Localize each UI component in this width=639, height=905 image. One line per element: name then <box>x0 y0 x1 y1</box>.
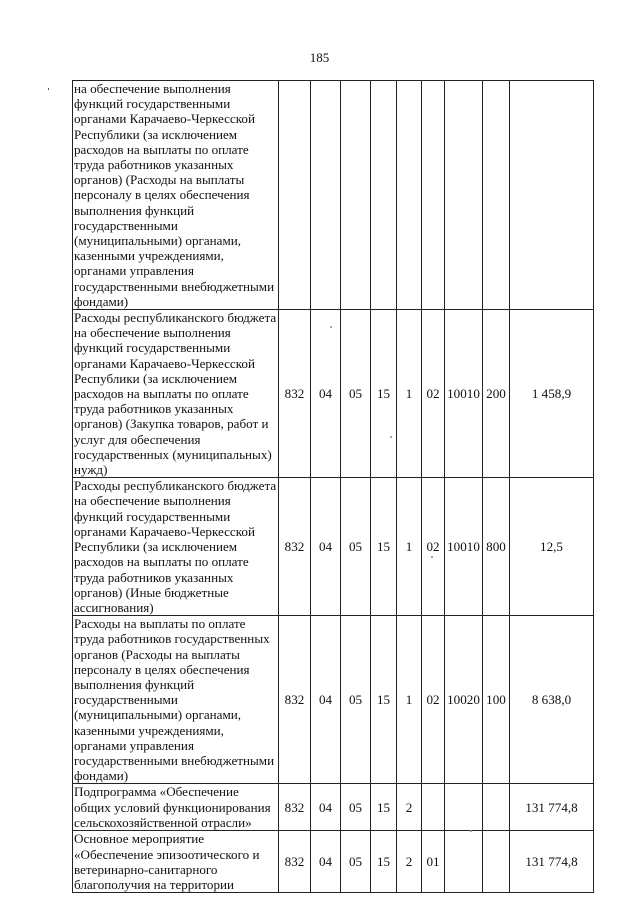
cell-direction: 10020 <box>445 616 483 784</box>
cell-activity <box>422 784 445 831</box>
cell-program: 15 <box>371 310 397 478</box>
cell-ministry-code: 832 <box>279 831 311 893</box>
cell-section <box>311 81 341 310</box>
table-row <box>73 616 594 784</box>
table-row <box>73 81 594 310</box>
row-description: Основное мероприятие «Обеспечение эпизоотического и ветеринарно-санитарного благополучия на территории <box>73 831 279 893</box>
cell-subsection: 05 <box>341 310 371 478</box>
cell-amount: 131 774,8 <box>510 831 594 893</box>
cell-section: 04 <box>311 616 341 784</box>
cell-section: 04 <box>311 831 341 893</box>
cell-subprogram: 1 <box>397 310 422 478</box>
cell-ministry-code: 832 <box>279 616 311 784</box>
cell-expense-type <box>483 81 510 310</box>
cell-expense-type: 100 <box>483 616 510 784</box>
cell-ministry-code: 832 <box>279 478 311 616</box>
cell-expense-type <box>483 784 510 831</box>
cell-program: 15 <box>371 478 397 616</box>
cell-ministry-code <box>279 81 311 310</box>
cell-subprogram: 1 <box>397 478 422 616</box>
row-description: Подпрограмма «Обеспечение общих условий функционирования сельскохозяйственной отрасли» <box>73 784 279 831</box>
table-row <box>73 310 594 478</box>
cell-section: 04 <box>311 310 341 478</box>
cell-subprogram: 1 <box>397 616 422 784</box>
cell-subsection: 05 <box>341 478 371 616</box>
cell-subsection: 05 <box>341 831 371 893</box>
cell-direction <box>445 81 483 310</box>
scan-speck <box>390 436 392 438</box>
cell-activity: 02 <box>422 478 445 616</box>
cell-direction: 10010 <box>445 478 483 616</box>
cell-program: 15 <box>371 616 397 784</box>
cell-amount: 1 458,9 <box>510 310 594 478</box>
cell-activity: 01 <box>422 831 445 893</box>
cell-activity <box>422 81 445 310</box>
cell-amount: 131 774,8 <box>510 784 594 831</box>
cell-section: 04 <box>311 478 341 616</box>
cell-ministry-code: 832 <box>279 310 311 478</box>
cell-amount <box>510 81 594 310</box>
scan-speck <box>330 326 332 328</box>
cell-subsection: 05 <box>341 616 371 784</box>
cell-program: 15 <box>371 784 397 831</box>
cell-activity: 02 <box>422 310 445 478</box>
cell-subprogram <box>397 81 422 310</box>
cell-subsection <box>341 81 371 310</box>
cell-subsection: 05 <box>341 784 371 831</box>
scan-mark <box>48 88 49 90</box>
row-description: Расходы республиканского бюджета на обеспечение выполнения функций государственными органами Карачаево-Черкесской Республики (за исключением расходов на выплаты по оплате труда работников указанных органов) (Закупка товаров, работ и услуг для обеспечения государственных (муниципальных) нужд) <box>73 310 279 478</box>
cell-amount: 12,5 <box>510 478 594 616</box>
budget-table <box>72 80 594 893</box>
page-number: 185 <box>309 50 330 65</box>
cell-ministry-code: 832 <box>279 784 311 831</box>
row-description: Расходы республиканского бюджета на обеспечение выполнения функций государственными органами Карачаево-Черкесской Республики (за исключением расходов на выплаты по оплате труда работников указанных органов) (Иные бюджетные ассигнования) <box>73 478 279 616</box>
cell-direction: 10010 <box>445 310 483 478</box>
cell-amount: 8 638,0 <box>510 616 594 784</box>
table-row <box>73 831 594 893</box>
cell-program <box>371 81 397 310</box>
cell-direction <box>445 831 483 893</box>
scan-speck <box>431 556 433 558</box>
row-description: Расходы на выплаты по оплате труда работников государственных органов (Расходы на выплаты персоналу в целях обеспечения выполнения функций государственными (муниципальными) органами, казенными учреждениями, органами управления государственными внебюджетными фондами) <box>73 616 279 784</box>
cell-subprogram: 2 <box>397 784 422 831</box>
table-row <box>73 478 594 616</box>
cell-section: 04 <box>311 784 341 831</box>
scan-speck <box>470 830 472 832</box>
cell-direction <box>445 784 483 831</box>
cell-activity: 02 <box>422 616 445 784</box>
row-description: на обеспечение выполнения функций государственными органами Карачаево-Черкесской Республики (за исключением расходов на выплаты по оплате труда работников указанных органов) (Расходы на выплаты персоналу в целях обеспечения выполнения функций государственными (муниципальными) органами, казенными учреждениями, органами управления государственными внебюджетными фондами) <box>73 81 279 310</box>
cell-expense-type <box>483 831 510 893</box>
cell-expense-type: 800 <box>483 478 510 616</box>
cell-program: 15 <box>371 831 397 893</box>
table-row <box>73 784 594 831</box>
cell-expense-type: 200 <box>483 310 510 478</box>
cell-subprogram: 2 <box>397 831 422 893</box>
